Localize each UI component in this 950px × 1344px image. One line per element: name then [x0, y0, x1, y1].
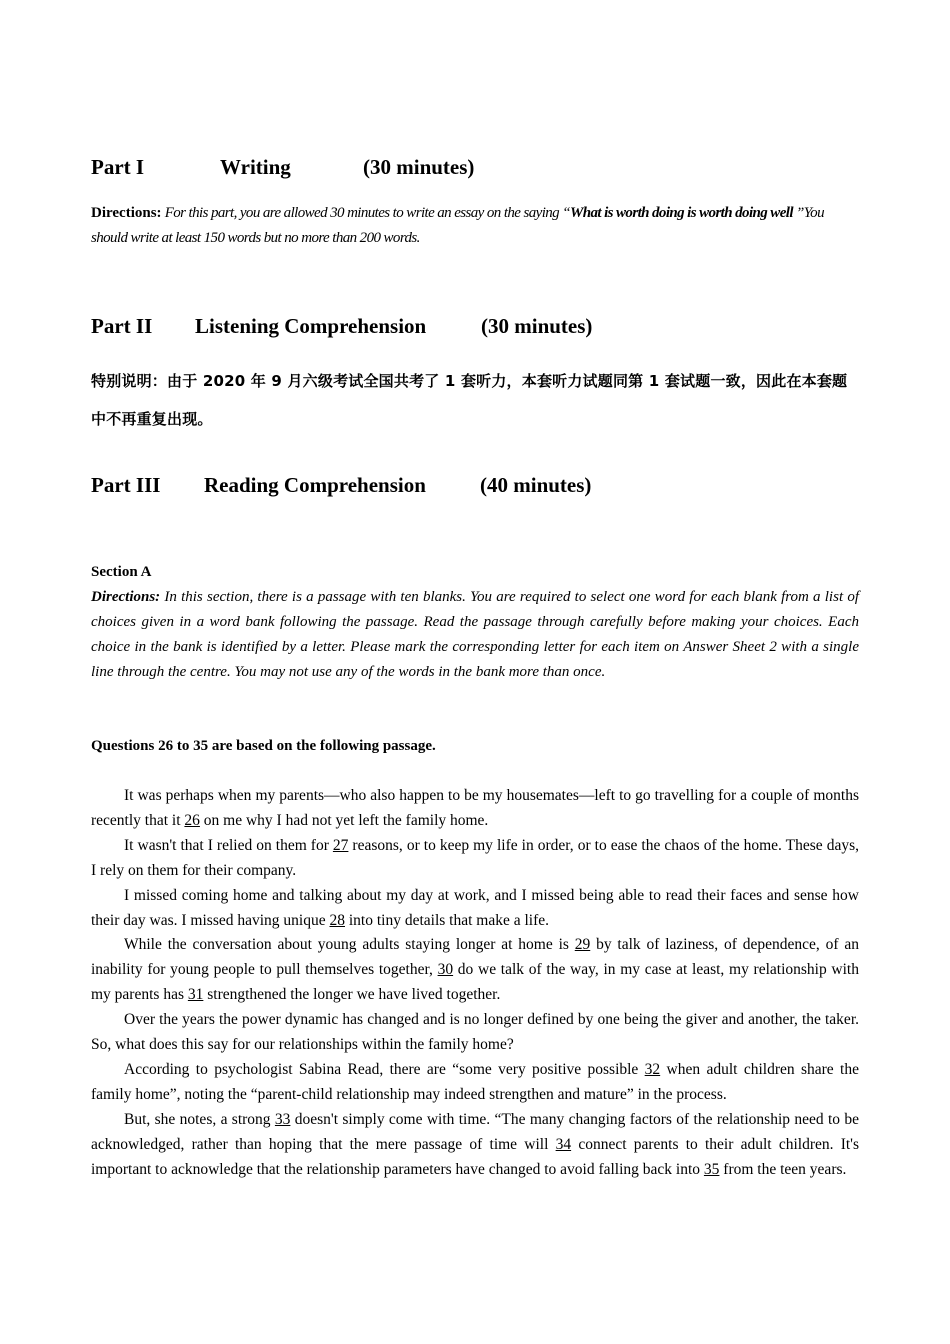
blank-35: 35	[703, 1160, 720, 1178]
passage-text: by talk of laziness, of dependence, of an inability for young people to pull themselves together,	[91, 936, 860, 979]
part3-title: Reading Comprehension	[204, 473, 426, 497]
passage-text: According to psychologist Sabina Read, there are “some very positive possible	[124, 1060, 645, 1078]
passage-text: from the teen years.	[719, 1160, 847, 1178]
part2-label: Part II	[91, 314, 153, 338]
part1-heading	[91, 154, 591, 180]
reading-passage	[91, 784, 859, 1183]
passage-paragraph-5	[91, 1008, 859, 1058]
passage-paragraph-2	[91, 834, 859, 884]
passage-text: Over the years the power dynamic has changed and is no longer defined by one being the giver and another, the taker. So, what does this say for our relationships within the family home?	[91, 1011, 859, 1054]
part3-time: (40 minutes)	[480, 473, 592, 497]
part1-time: (30 minutes)	[363, 155, 475, 179]
listening-note: 特别说明：由于 2020 年 9 月六级考试全国共考了 1 套听力，本套听力试题同第 1 套试题一致，因此在本套题中不再重复出现。	[91, 372, 848, 428]
passage-text: into tiny details that make a life.	[344, 911, 550, 929]
passage-text: But, she notes, a strong	[124, 1110, 275, 1128]
section-a-directions-label: Directions:	[91, 589, 161, 605]
blank-26: 26	[184, 811, 200, 829]
passage-paragraph-4	[91, 933, 859, 1008]
passage-text: strengthened the longer we have lived together.	[203, 986, 501, 1004]
blank-32: 32	[644, 1060, 661, 1078]
passage-text: on me why I had not yet left the family home.	[199, 811, 489, 829]
passage-text: It wasn't that I relied on them for	[124, 836, 333, 854]
part1-directions	[91, 201, 859, 251]
part1-directions-end: ”You should write at least 150 words but no more than 200 words.	[91, 205, 824, 246]
blank-27: 27	[332, 836, 349, 854]
passage-text: It was perhaps when my parents—who also happen to be my housemates—left to go travelling for a couple of months recently that it	[91, 787, 859, 829]
passage-paragraph-6	[91, 1058, 859, 1108]
blank-33: 33	[274, 1110, 291, 1128]
passage-text: connect parents to their adult children. It's important to acknowledge that the relationship parameters have changed to avoid falling back into	[91, 1135, 859, 1178]
part1-title: Writing	[220, 155, 291, 179]
blank-34: 34	[555, 1135, 572, 1153]
passage-text: when adult children share the family home”, noting the “parent-child relationship may indeed strengthen and mature” in the process.	[91, 1060, 859, 1103]
part1-saying: What is worth doing is worth doing well	[569, 205, 793, 221]
passage-paragraph-1	[91, 784, 859, 834]
section-a-directions	[91, 585, 859, 685]
blank-30: 30	[437, 961, 454, 979]
passage-text: do we talk of the way, in my case at least, my relationship with my parents has	[91, 961, 859, 1004]
blank-29: 29	[574, 936, 591, 954]
part3-heading	[91, 472, 691, 498]
blank-31: 31	[187, 986, 204, 1004]
passage-text: While the conversation about young adults staying longer at home is	[124, 936, 575, 954]
passage-text: reasons, or to keep my life in order, or to ease the chaos of the home. These days, I rely on them for their company.	[91, 836, 859, 879]
passage-text: I missed coming home and talking about my day at work, and I missed being able to read their faces and sense how their day was. I missed having unique	[91, 886, 859, 929]
section-a-heading: Section A	[91, 564, 152, 580]
questions-heading: Questions 26 to 35 are based on the following passage.	[91, 738, 436, 754]
part1-directions-label: Directions:	[91, 205, 162, 221]
part1-directions-text: For this part, you are allowed 30 minutes to write an essay on the saying “	[161, 205, 570, 221]
passage-paragraph-3	[91, 884, 859, 934]
passage-paragraph-7	[91, 1108, 859, 1183]
part2-time: (30 minutes)	[481, 314, 593, 338]
part2-title: Listening Comprehension	[195, 314, 427, 338]
part1-label: Part I	[91, 155, 145, 179]
part2-heading	[91, 313, 691, 339]
passage-text: doesn't simply come with time. “The many changing factors of the relationship need to be acknowledged, rather than hoping that the mere passage of time will	[91, 1110, 860, 1153]
blank-28: 28	[329, 911, 345, 929]
section-a-directions-text: In this section, there is a passage with ten blanks. You are required to select one word for each blank from a list of choices given in a word bank following the passage. Read the passage through carefully before making your choices. Each choice in the bank is identified by a letter. Please mark the corresponding letter for each item on Answer Sheet 2 with a single line through the centre. You may not use any of the words in the bank more than once.	[91, 589, 859, 680]
part3-label: Part III	[91, 473, 161, 497]
